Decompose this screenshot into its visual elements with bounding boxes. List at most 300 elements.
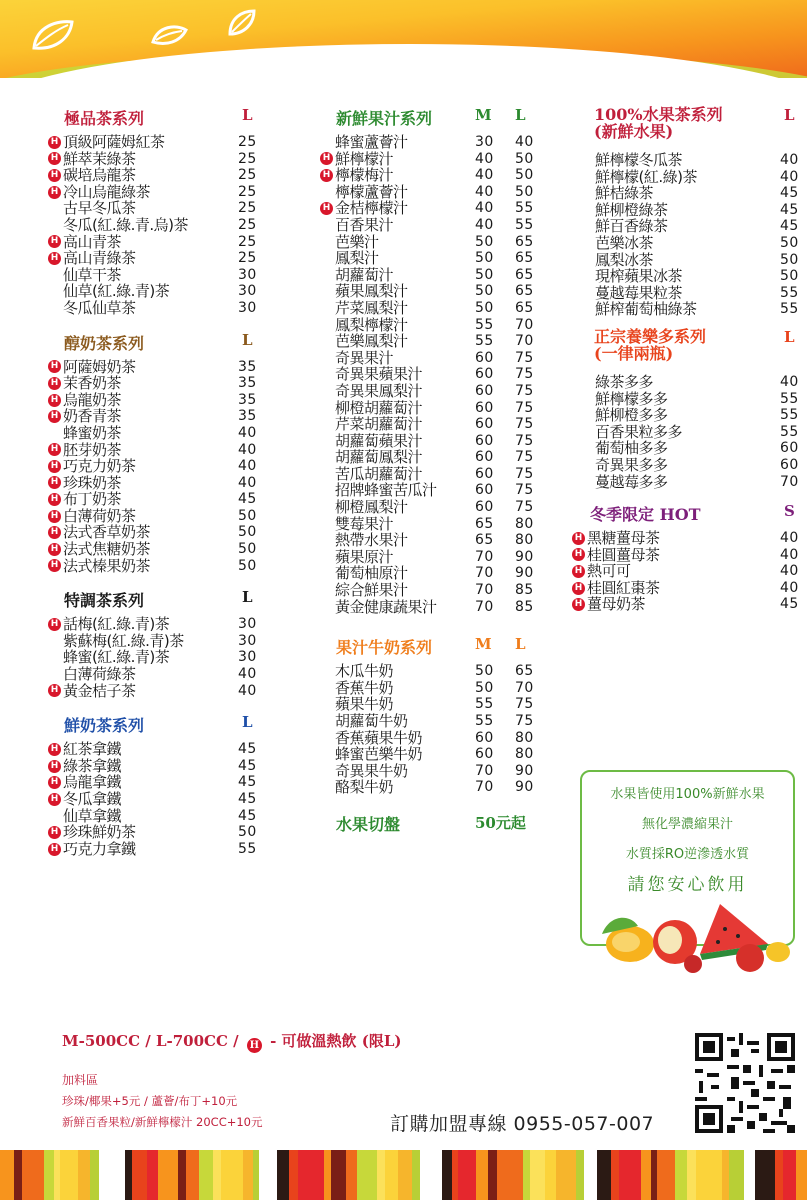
menu-item-row	[320, 663, 550, 680]
menu-item-price: 40	[780, 168, 799, 185]
menu-item-name: 珍珠奶茶	[63, 474, 122, 492]
menu-item-price: 40	[238, 682, 257, 699]
section-header	[48, 588, 268, 610]
menu-item-row	[48, 359, 268, 376]
menu-item-price: 50	[238, 557, 257, 574]
menu-item-row	[572, 285, 806, 302]
menu-item-price: 55	[780, 390, 799, 407]
menu-item-row	[48, 300, 268, 317]
menu-item-name: 法式榛果奶茶	[63, 557, 151, 575]
stripe	[398, 1150, 412, 1200]
menu-item-name: 白薄荷綠茶	[63, 666, 136, 683]
menu-item-price: 50	[475, 250, 494, 267]
menu-item-row	[48, 250, 268, 267]
menu-item-row	[48, 616, 268, 633]
tomato-icon	[736, 944, 764, 972]
hot-drink-icon: H	[48, 136, 61, 149]
menu-item-name: 胡蘿蔔鳳梨汁	[335, 449, 423, 466]
menu-item-price: 65	[515, 233, 534, 250]
menu-item-name: 胡蘿蔔汁	[335, 266, 394, 284]
size-note-hot: - 可做溫熱飲 (限L)	[270, 1032, 402, 1050]
stripe	[576, 1150, 584, 1200]
menu-item-name: 蜂蜜蘆薈汁	[335, 134, 408, 151]
hot-drink-icon: H	[48, 684, 61, 697]
menu-item-name: 布丁奶茶	[63, 491, 122, 508]
menu-list	[320, 663, 550, 796]
menu-item-price: 40	[475, 183, 494, 200]
menu-item-price: 35	[238, 375, 257, 392]
bottom-stripe-band	[0, 1150, 807, 1200]
menu-item-price: 60	[475, 449, 494, 466]
menu-item-row	[572, 218, 806, 235]
menu-item-price: 70	[475, 582, 494, 599]
menu-item-name: 招牌蜂蜜苦瓜汁	[335, 482, 437, 500]
stripe	[346, 1150, 357, 1200]
menu-item-price: 80	[515, 746, 534, 763]
stripe	[783, 1150, 796, 1200]
menu-item-price: 55	[780, 423, 799, 440]
menu-item-name: 茉香奶茶	[63, 375, 122, 392]
menu-item-row	[48, 200, 268, 217]
hot-drink-icon: H	[48, 443, 61, 456]
menu-item-price: 40	[780, 152, 799, 168]
menu-item-name: 黃金桔子茶	[63, 682, 136, 700]
menu-item-name: 葡萄柚多多	[595, 440, 668, 457]
stripe	[476, 1150, 488, 1200]
menu-item-name: 熱帶水果汁	[335, 532, 408, 549]
menu-item-price: 30	[238, 283, 257, 300]
menu-item-price: 70	[475, 565, 494, 582]
menu-item-price: 75	[515, 399, 534, 416]
menu-item-row	[320, 317, 550, 334]
menu-item-price: 55	[475, 713, 494, 729]
menu-item-price: 50	[475, 283, 494, 300]
menu-item-price: 35	[238, 358, 257, 375]
menu-item-name: 奶香青茶	[63, 408, 122, 425]
menu-item-name: 鳳梨汁	[335, 250, 379, 267]
menu-item-row	[572, 530, 806, 547]
menu-item-row	[320, 599, 550, 616]
menu-item-price: 55	[238, 840, 257, 857]
stripe	[243, 1150, 253, 1200]
menu-item-row	[320, 532, 550, 549]
hot-drink-icon: H	[48, 476, 61, 489]
menu-list	[48, 134, 268, 317]
menu-item-row	[320, 400, 550, 417]
menu-item-name: 法式香草奶茶	[63, 524, 151, 542]
menu-item-name: 柳橙鳳梨汁	[335, 499, 408, 516]
menu-item-name: 鮮榨葡萄柚綠茶	[595, 301, 697, 318]
stripe	[78, 1150, 90, 1200]
section-title-line1: 正宗養樂多系列	[594, 326, 707, 346]
menu-item-price: 60	[780, 440, 799, 457]
menu-item-price: 30	[238, 616, 257, 633]
hot-drink-icon: H	[572, 582, 585, 595]
menu-item-row	[48, 425, 268, 442]
stripe	[729, 1150, 744, 1200]
menu-item-price: 50	[238, 507, 257, 524]
menu-item-name: 巧克力拿鐵	[63, 840, 136, 858]
menu-item-price: 60	[475, 465, 494, 482]
menu-item-price: 50	[515, 167, 534, 184]
menu-item-row	[48, 633, 268, 650]
menu-item-row	[48, 808, 268, 825]
size-label: L	[784, 106, 795, 124]
stripe	[22, 1150, 44, 1200]
menu-item-price: 80	[515, 729, 534, 746]
menu-item-name: 鳳梨檸檬汁	[335, 316, 408, 334]
menu-item-row	[320, 482, 550, 499]
menu-item-row	[48, 508, 268, 525]
menu-item-price: 60	[475, 382, 494, 399]
menu-item-price: 55	[475, 333, 494, 350]
menu-item-name: 桂圓薑母茶	[587, 546, 660, 564]
menu-item-price: 75	[515, 416, 534, 433]
stripe	[412, 1150, 420, 1200]
note-line: 水果皆使用100%新鮮水果	[610, 787, 765, 802]
menu-item-price: 45	[238, 774, 257, 791]
menu-item-name: 胡蘿蔔蘋果汁	[335, 432, 423, 450]
menu-item-name: 薑母奶茶	[587, 596, 646, 614]
menu-item-price: 55	[475, 316, 494, 333]
menu-list	[572, 374, 806, 490]
menu-item-name: 冬瓜拿鐵	[63, 791, 122, 808]
menu-item-name: 奇異果蘋果汁	[335, 366, 423, 383]
stripe	[545, 1150, 556, 1200]
menu-item-name: 木瓜牛奶	[335, 663, 394, 680]
menu-item-row	[48, 666, 268, 683]
menu-item-price: 50	[475, 299, 494, 316]
menu-item-row	[320, 350, 550, 367]
menu-item-row	[572, 424, 806, 441]
menu-item-row	[48, 758, 268, 775]
menu-item-name: 胚芽奶茶	[63, 441, 122, 459]
section-header	[48, 713, 268, 735]
menu-item-name: 烏龍拿鐵	[63, 774, 122, 791]
size-note	[62, 1030, 402, 1053]
stripe	[54, 1150, 60, 1200]
menu-item-name: 鮮百香綠茶	[595, 218, 668, 235]
menu-item-price: 45	[780, 218, 799, 235]
stripe	[497, 1150, 523, 1200]
menu-item-price: 50	[780, 234, 799, 251]
stripe	[331, 1150, 346, 1200]
menu-item-price: 90	[515, 762, 534, 779]
menu-item-row	[320, 582, 550, 599]
fruit-plate-row	[320, 812, 550, 834]
menu-item-row	[320, 466, 550, 483]
addon-line: 珍珠/椰果+5元 / 蘆薈/布丁+10元	[62, 1094, 238, 1108]
menu-item-row	[48, 774, 268, 791]
menu-item-price: 45	[780, 201, 799, 218]
menu-item-price: 65	[475, 532, 494, 549]
menu-item-row	[572, 268, 806, 285]
menu-item-row	[48, 541, 268, 558]
section-title: 果汁牛奶系列	[336, 638, 433, 658]
menu-item-row	[48, 234, 268, 251]
menu-item-name: 蔓越莓果粒茶	[595, 284, 683, 302]
hot-drink-icon: H	[48, 559, 61, 572]
size-label: L	[242, 106, 253, 124]
menu-item-row	[320, 730, 550, 747]
stripe	[90, 1150, 99, 1200]
hot-drink-icon: H	[48, 152, 61, 165]
menu-item-row	[572, 596, 806, 613]
menu-item-name: 葡萄柚原汁	[335, 565, 408, 583]
section-title-line1: 100%水果茶系列	[594, 105, 723, 124]
stripe	[385, 1150, 398, 1200]
menu-item-price: 25	[238, 150, 257, 167]
menu-item-row	[320, 167, 550, 184]
menu-item-name: 芭樂冰茶	[595, 234, 654, 252]
menu-item-name: 金桔檸檬汁	[335, 200, 408, 217]
hot-drink-icon: H	[48, 186, 61, 199]
stripe	[442, 1150, 452, 1200]
menu-item-name: 蔓越莓多多	[595, 473, 668, 491]
menu-item-price: 50	[780, 251, 799, 268]
menu-item-price: 75	[515, 382, 534, 399]
menu-item-row	[320, 217, 550, 234]
menu-item-row	[48, 134, 268, 151]
section-title: 醇奶茶系列	[64, 333, 145, 353]
stripe	[125, 1150, 132, 1200]
hot-drink-icon: H	[48, 776, 61, 789]
stripe	[619, 1150, 641, 1200]
size-label-l: L	[515, 106, 526, 124]
menu-item-price: 45	[238, 757, 257, 774]
menu-item-price: 40	[238, 424, 257, 441]
stripe	[584, 1150, 597, 1200]
menu-item-price: 85	[515, 582, 534, 599]
menu-item-row	[320, 250, 550, 267]
menu-item-name: 芹菜鳳梨汁	[335, 299, 408, 317]
menu-item-name: 碳培烏龍茶	[63, 167, 136, 184]
menu-item-price: 40	[238, 666, 257, 683]
top-banner	[0, 0, 807, 78]
section-title: 極品茶系列	[64, 109, 145, 128]
menu-item-name: 鮮柳橙多多	[595, 407, 668, 424]
menu-item-price: 30	[238, 299, 257, 316]
menu-list	[320, 134, 550, 615]
menu-item-price: 40	[780, 546, 799, 563]
menu-item-price: 55	[515, 216, 534, 233]
menu-item-row	[320, 383, 550, 400]
menu-item-price: 75	[515, 449, 534, 466]
menu-item-name: 奇異果牛奶	[335, 762, 408, 780]
menu-item-price: 50	[475, 679, 494, 696]
menu-item-row	[48, 151, 268, 168]
menu-item-name: 珍珠鮮奶茶	[63, 824, 136, 841]
menu-item-row	[572, 185, 806, 202]
menu-item-price: 65	[515, 250, 534, 267]
section-title: 冬季限定 HOT	[590, 505, 701, 525]
menu-list	[48, 359, 268, 575]
menu-item-price: 70	[515, 679, 534, 696]
menu-item-name: 奇異果鳳梨汁	[335, 382, 423, 400]
menu-item-price: 60	[475, 482, 494, 499]
menu-item-price: 85	[515, 598, 534, 615]
menu-item-row	[572, 374, 806, 391]
section-header	[572, 106, 806, 146]
menu-item-row	[320, 134, 550, 151]
menu-item-row	[572, 580, 806, 597]
stripe	[99, 1150, 125, 1200]
stripe	[755, 1150, 775, 1200]
menu-item-name: 蘋果鳳梨汁	[335, 283, 408, 300]
stripe	[556, 1150, 576, 1200]
menu-item-row	[572, 440, 806, 457]
menu-item-price: 40	[780, 530, 799, 547]
menu-item-row	[48, 558, 268, 575]
stripe	[178, 1150, 186, 1200]
menu-item-name: 酪梨牛奶	[335, 779, 394, 796]
menu-item-name: 仙草(紅.綠.青)茶	[63, 283, 170, 300]
menu-item-price: 75	[515, 696, 534, 713]
menu-item-row	[320, 746, 550, 763]
menu-item-row	[320, 267, 550, 284]
section-header	[320, 106, 550, 128]
stripe	[186, 1150, 199, 1200]
stripe	[641, 1150, 651, 1200]
stripe	[611, 1150, 619, 1200]
menu-item-price: 45	[238, 491, 257, 508]
menu-item-price: 70	[475, 548, 494, 565]
hot-drink-icon: H	[48, 843, 61, 856]
menu-item-name: 鮮柳橙綠茶	[595, 201, 668, 219]
stripe	[213, 1150, 221, 1200]
menu-list	[572, 152, 806, 318]
stripe	[158, 1150, 178, 1200]
menu-item-price: 60	[475, 432, 494, 449]
menu-item-row	[572, 547, 806, 564]
menu-item-name: 香蕉蘋果牛奶	[335, 729, 423, 747]
menu-item-price: 55	[780, 284, 799, 301]
menu-item-price: 25	[238, 200, 257, 217]
menu-item-row	[48, 442, 268, 459]
menu-item-row	[320, 713, 550, 730]
menu-item-name: 綠茶拿鐵	[63, 757, 122, 775]
menu-item-row	[320, 696, 550, 713]
stripe	[657, 1150, 675, 1200]
menu-item-row	[48, 392, 268, 409]
menu-item-name: 芹菜胡蘿蔔汁	[335, 416, 423, 433]
menu-item-price: 75	[515, 482, 534, 499]
menu-column-1	[48, 106, 268, 857]
stripe	[259, 1150, 277, 1200]
menu-item-name: 古早冬瓜茶	[63, 200, 136, 217]
lemon-icon	[766, 942, 790, 962]
stripe	[651, 1150, 657, 1200]
menu-item-price: 40	[238, 441, 257, 458]
menu-item-price: 45	[238, 791, 257, 807]
menu-item-price: 60	[475, 399, 494, 416]
menu-item-name: 黃金健康蔬果汁	[335, 598, 437, 616]
menu-item-name: 苦瓜胡蘿蔔汁	[335, 465, 423, 483]
menu-list	[48, 741, 268, 857]
menu-item-name: 鳳梨冰茶	[595, 251, 654, 269]
hot-drink-icon: H	[48, 826, 61, 839]
menu-item-name: 奇異果多多	[595, 456, 668, 474]
menu-item-name: 奇異果汁	[335, 349, 394, 367]
menu-item-name: 鮮檸檬(紅.綠)茶	[595, 168, 697, 186]
menu-item-name: 檸檬蘆薈汁	[335, 183, 408, 201]
menu-item-row	[48, 491, 268, 508]
menu-item-row	[48, 408, 268, 425]
section-title: 新鮮果汁系列	[336, 109, 433, 128]
menu-item-price: 60	[475, 499, 494, 516]
menu-item-price: 75	[515, 432, 534, 449]
stripe	[458, 1150, 476, 1200]
hot-drink-icon: H	[320, 152, 333, 165]
menu-item-row	[572, 252, 806, 269]
size-note-sizes: M-500CC / L-700CC /	[62, 1032, 239, 1050]
section-header	[48, 106, 268, 128]
menu-item-name: 芭樂汁	[335, 233, 379, 251]
menu-item-price: 50	[780, 268, 799, 285]
menu-item-price: 40	[515, 134, 534, 150]
menu-item-row	[48, 475, 268, 492]
menu-item-row	[48, 841, 268, 858]
stripe	[722, 1150, 729, 1200]
menu-list	[572, 530, 806, 613]
menu-item-name: 桂圓紅棗茶	[587, 579, 660, 597]
menu-item-name: 話梅(紅.綠.青)茶	[63, 616, 170, 633]
menu-item-price: 50	[475, 663, 494, 680]
menu-item-price: 30	[475, 134, 494, 150]
menu-item-row	[320, 234, 550, 251]
menu-item-name: 檸檬梅汁	[335, 167, 394, 184]
menu-item-name: 鮮檸檬汁	[335, 150, 394, 168]
menu-item-price: 65	[515, 663, 534, 680]
menu-item-name: 冬瓜仙草茶	[63, 299, 136, 317]
menu-item-price: 55	[515, 200, 534, 217]
menu-item-name: 熱可可	[587, 563, 631, 580]
menu-item-price: 40	[238, 458, 257, 475]
menu-item-price: 50	[515, 150, 534, 167]
menu-item-row	[320, 366, 550, 383]
menu-item-price: 65	[515, 266, 534, 283]
menu-item-row	[48, 741, 268, 758]
menu-item-price: 40	[238, 474, 257, 491]
menu-item-name: 白薄荷奶茶	[63, 507, 136, 525]
menu-item-name: 蜂蜜奶茶	[63, 424, 122, 442]
note-line: 水質採RO逆滲透水質	[625, 847, 750, 862]
stripe	[14, 1150, 22, 1200]
stripe	[377, 1150, 385, 1200]
size-label-m: M	[475, 106, 492, 124]
menu-item-name: 高山青綠茶	[63, 250, 136, 267]
menu-item-price: 60	[475, 416, 494, 433]
qr-code-icon[interactable]	[695, 1033, 795, 1133]
hot-drink-icon: H	[572, 598, 585, 611]
menu-item-price: 55	[780, 301, 799, 318]
hot-drink-icon: H	[48, 743, 61, 756]
section-title: 鮮奶茶系列	[64, 716, 145, 736]
menu-item-row	[320, 449, 550, 466]
menu-item-price: 65	[515, 299, 534, 316]
menu-item-row	[320, 283, 550, 300]
menu-item-price: 70	[475, 762, 494, 779]
stripe	[357, 1150, 377, 1200]
leaf-icon	[30, 18, 76, 52]
note-line: 無化學濃縮果汁	[641, 817, 733, 832]
menu-item-row	[572, 407, 806, 424]
menu-item-name: 鮮萃茉綠茶	[63, 150, 136, 168]
menu-item-price: 70	[475, 598, 494, 615]
menu-item-name: 法式焦糖奶茶	[63, 541, 151, 558]
size-label: L	[242, 330, 253, 349]
menu-item-price: 50	[238, 541, 257, 558]
